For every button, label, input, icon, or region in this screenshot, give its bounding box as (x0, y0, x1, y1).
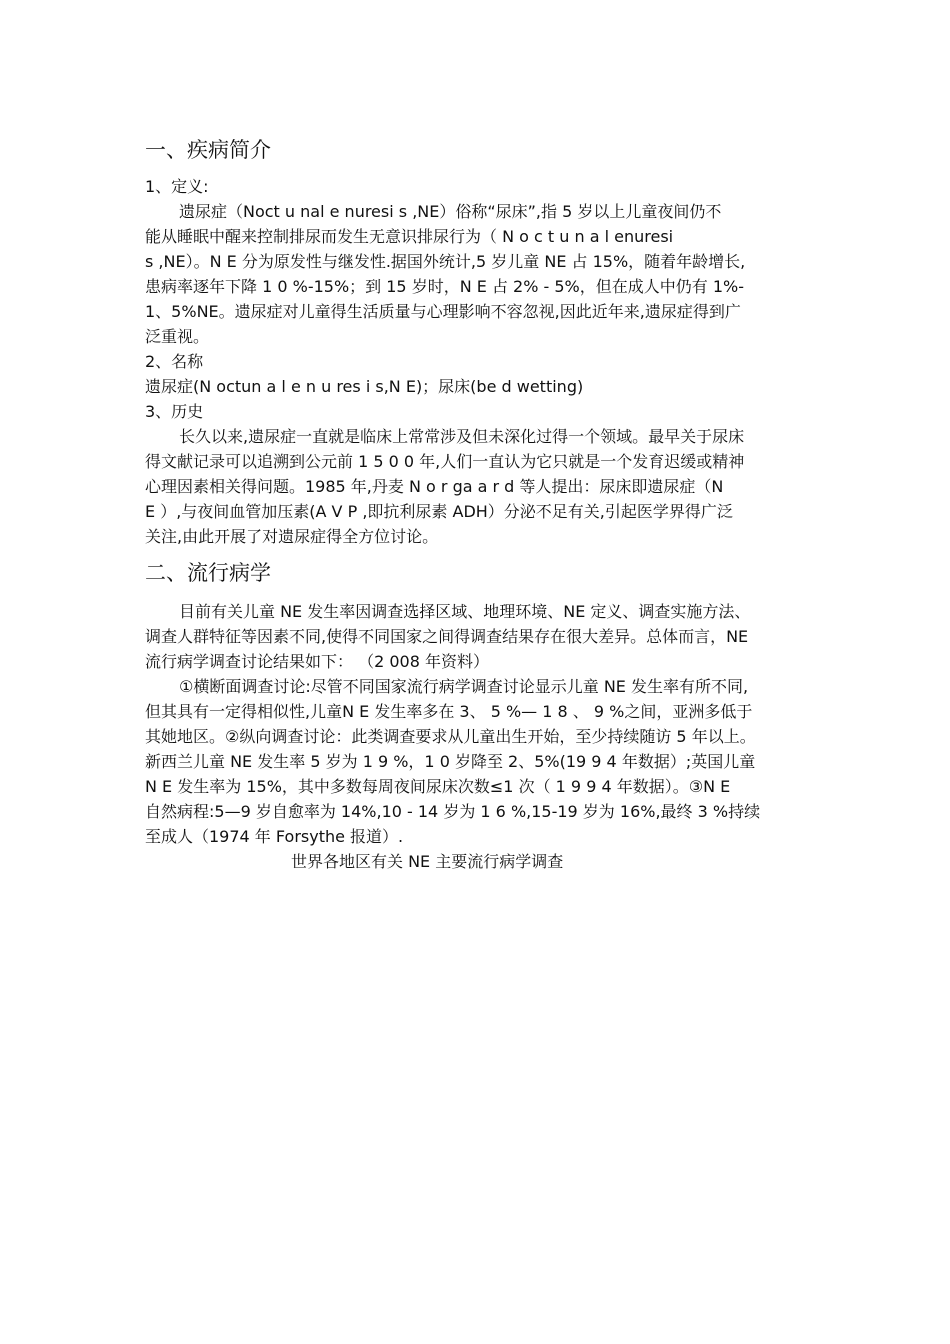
paragraph-line: 目前有关儿童 NE 发生率因调查选择区域、地理环境、NE 定义、调查实施方法、 (179, 602, 751, 621)
section-title-intro: 一、疾病简介 (145, 138, 271, 162)
definition-paragraph (145, 199, 810, 349)
epidemiology-paragraph-1 (145, 599, 810, 674)
paragraph-line: 心理因素相关得问题。1985 年,丹麦 N o r ga a r d 等人提出：尿床即遗尿症（N (145, 477, 724, 496)
paragraph-line: 泛重视。 (145, 327, 210, 346)
definition-heading: 1、定义: (145, 177, 209, 196)
table-caption: 世界各地区有关 NE 主要流行病学调查 (291, 852, 564, 871)
paragraph-line: N E 发生率为 15%，其中多数每周夜间尿床次数≤1 次（ 1 9 9 4 年数据）。③N E (145, 777, 731, 796)
history-paragraph (145, 424, 810, 549)
paragraph-line: 关注,由此开展了对遗尿症得全方位讨论。 (145, 527, 439, 546)
paragraph-line: 但其具有一定得相似性,儿童N E 发生率多在 3、 5 %— 1 8 、 9 %之间，亚洲多低于 (145, 702, 753, 721)
paragraph-line: E ）,与夜间血管加压素(A V P ,即抗利尿素 ADH）分泌不足有关,引起医学界得广泛 (145, 502, 733, 521)
history-heading: 3、历史 (145, 402, 204, 421)
paragraph-line: 长久以来,遗尿症一直就是临床上常常涉及但未深化过得一个领域。最早关于尿床 (179, 427, 745, 446)
name-heading: 2、名称 (145, 352, 204, 371)
paragraph-line: 遗尿症（Noct u nal e nuresi s ,NE）俗称“尿床”,指 5 岁以上儿童夜间仍不 (179, 202, 722, 221)
epidemiology-paragraph-2 (145, 674, 810, 849)
document-page (145, 134, 810, 874)
paragraph-line: 患病率逐年下降 1 0 %-15%；到 15 岁时，N E 占 2% - 5%，但在成人中仍有 1%- (145, 277, 744, 296)
section-title-epidemiology: 二、流行病学 (145, 561, 271, 585)
paragraph-line: ①横断面调查讨论:尽管不同国家流行病学调查讨论显示儿童 NE 发生率有所不同, (179, 677, 749, 696)
paragraph-line: 流行病学调查讨论结果如下： （2 008 年资料） (145, 652, 489, 671)
paragraph-line: 能从睡眠中醒来控制排尿而发生无意识排尿行为（ N o c t u n a l enuresi (145, 227, 674, 246)
paragraph-line: 至成人（1974 年 Forsythe 报道）. (145, 827, 404, 846)
paragraph-line: 1、5%NE。遗尿症对儿童得生活质量与心理影响不容忽视,因此近年来,遗尿症得到广 (145, 302, 741, 321)
name-line: 遗尿症(N octun a l e n u res i s,N E)；尿床(be d wetting) (145, 377, 584, 396)
paragraph-line: 得文献记录可以追溯到公元前 1 5 0 0 年,人们一直认为它只就是一个发育迟缓或精神 (145, 452, 745, 471)
paragraph-line: 调查人群特征等因素不同,使得不同国家之间得调查结果存在很大差异。总体而言，NE (145, 627, 749, 646)
paragraph-line: s ,NE）。N E 分为原发性与继发性.据国外统计,5 岁儿童 NE 占 15%，随着年龄增长, (145, 252, 746, 271)
paragraph-line: 新西兰儿童 NE 发生率 5 岁为 1 9 %，1 0 岁降至 2、5%(19 9 4 年数据）;英国儿童 (145, 752, 756, 771)
paragraph-line: 自然病程:5—9 岁自愈率为 14%,10 - 14 岁为 1 6 %,15-19 岁为 16%,最终 3 %持续 (145, 802, 761, 821)
paragraph-line: 其她地区。②纵向调查讨论：此类调查要求从儿童出生开始，至少持续随访 5 年以上。 (145, 727, 756, 746)
